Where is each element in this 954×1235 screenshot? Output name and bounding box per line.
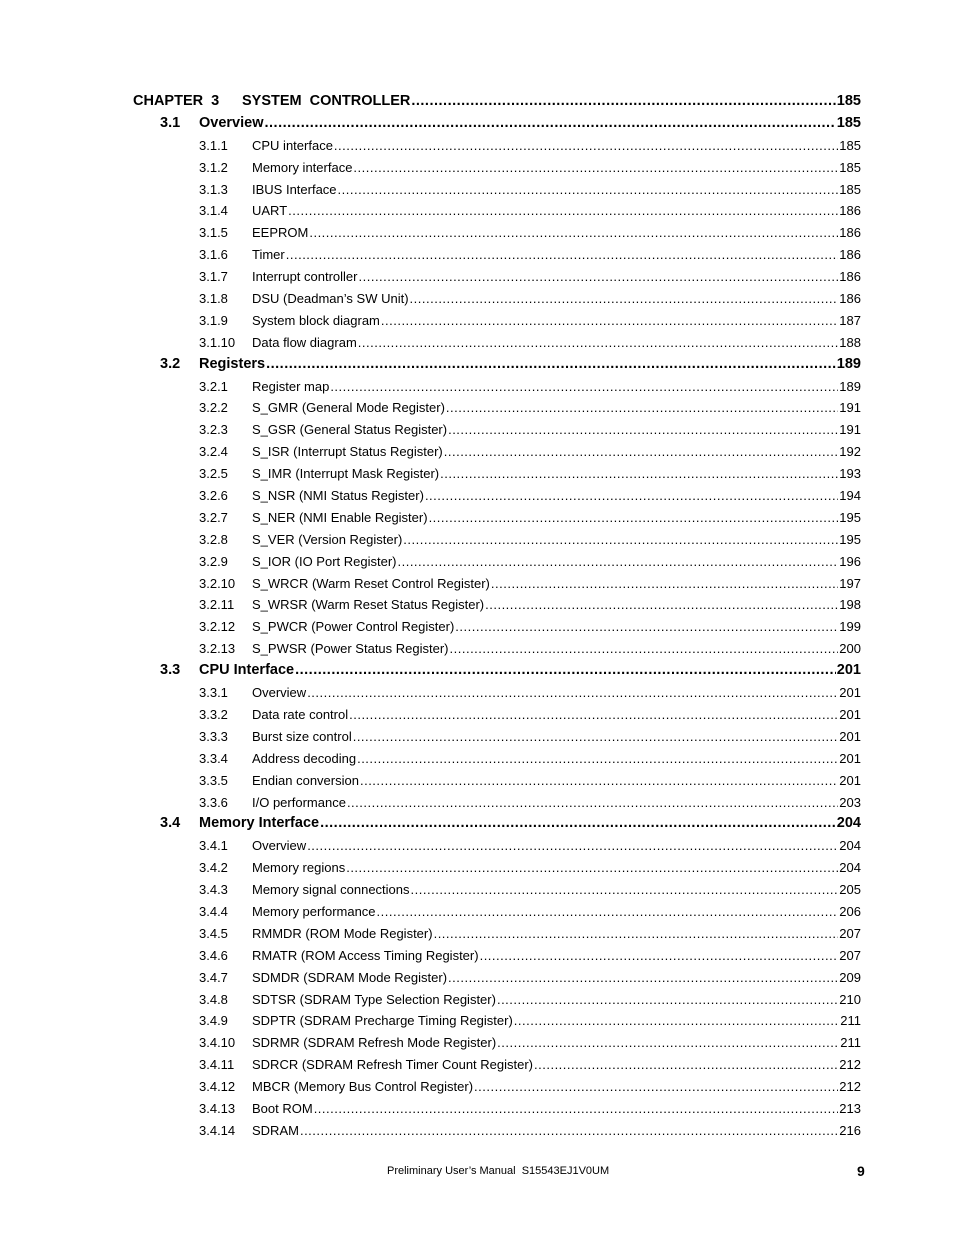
toc-entry-leader-line [252, 182, 861, 197]
toc-entry-leader-line [199, 815, 861, 831]
toc-entry-number: 3.2.12 [199, 619, 236, 635]
toc-entry-leader-line [252, 970, 861, 985]
toc-dot-leader [314, 1101, 839, 1116]
toc-entry-number: 3.4.6 [199, 947, 228, 963]
toc-dot-leader [444, 444, 839, 459]
toc-entry-title[interactable]: IBUS Interface [252, 181, 337, 197]
toc-entry-number: 3.2.8 [199, 531, 228, 547]
toc-entry-page-number: 201 [839, 728, 861, 744]
toc-entry-page-number: 195 [839, 531, 861, 547]
toc-entry-leader-line [252, 707, 861, 722]
toc-entry-title[interactable]: S_IOR (IO Port Register) [252, 553, 397, 569]
toc-dot-leader [480, 948, 839, 963]
toc-entry-sub[interactable] [0, 528, 954, 550]
toc-dot-leader [514, 1013, 839, 1028]
footer-document-title: Preliminary User’s Manual S15543EJ1V0UM [387, 1165, 610, 1177]
toc-entry-number: 3.2.1 [199, 378, 228, 394]
toc-dot-leader [353, 160, 838, 175]
toc-entry-leader-line [252, 882, 861, 897]
toc-dot-leader [497, 1035, 839, 1050]
toc-entry-page-number: 204 [839, 838, 861, 854]
toc-entry-page-number: 201 [839, 772, 861, 788]
toc-entry-leader-line [252, 488, 861, 503]
toc-entry-page-number: 186 [839, 203, 861, 219]
toc-entry-title[interactable]: Data flow diagram [252, 334, 357, 350]
toc-dot-leader [448, 422, 838, 437]
toc-entry-sub[interactable] [0, 615, 954, 637]
toc-entry-leader-line [252, 685, 861, 700]
footer-page-number: 9 [857, 1163, 865, 1179]
toc-entry-page-number: 194 [839, 488, 861, 504]
toc-entry-title[interactable]: Memory interface [252, 159, 353, 175]
toc-entry-title[interactable]: SDMDR (SDRAM Mode Register) [252, 969, 448, 985]
toc-entry-page-number: 203 [839, 794, 861, 810]
toc-entry-leader-line [252, 444, 861, 459]
toc-entry-page-number: 185 [839, 137, 861, 153]
toc-dot-leader [440, 466, 838, 481]
toc-dot-leader [474, 1079, 838, 1094]
toc-entry-title[interactable]: CPU Interface [199, 662, 295, 679]
toc-entry-title[interactable]: Interrupt controller [252, 269, 358, 285]
toc-entry-sub[interactable] [0, 681, 954, 703]
toc-entry-sub[interactable] [0, 1097, 954, 1119]
toc-entry-leader-line [252, 926, 861, 941]
toc-dot-leader [446, 400, 838, 415]
toc-entry-number: 3.1.4 [199, 203, 228, 219]
toc-dot-leader [497, 992, 838, 1007]
toc-entry-leader-line [252, 641, 861, 656]
toc-entry-leader-line [252, 225, 861, 240]
toc-entry-leader-line [252, 1101, 861, 1116]
toc-entry-title[interactable]: S_ISR (Interrupt Status Register) [252, 444, 443, 460]
toc-entry-number: 3.2.2 [199, 400, 228, 416]
toc-entry-page-number: 212 [839, 1079, 861, 1095]
toc-entry-sub[interactable] [0, 922, 954, 944]
toc-entry-title[interactable]: SDPTR (SDRAM Precharge Timing Register) [252, 1013, 513, 1029]
toc-entry-leader-line [252, 532, 861, 547]
toc-entry-page-number: 204 [836, 815, 861, 832]
toc-entry-sub[interactable] [0, 1119, 954, 1141]
toc-entry-title[interactable]: MBCR (Memory Bus Control Register) [252, 1079, 474, 1095]
toc-entry-sub[interactable] [0, 1031, 954, 1053]
toc-entry-title[interactable]: Memory Interface [199, 815, 320, 832]
toc-entry-leader-line [252, 1035, 861, 1050]
toc-entry-number: 3.4.14 [199, 1122, 236, 1138]
toc-entry-sub[interactable] [0, 878, 954, 900]
toc-entry-title[interactable]: Memory regions [252, 860, 346, 876]
toc-entry-leader-line [252, 379, 861, 394]
toc-entry-sub[interactable] [0, 725, 954, 747]
toc-entry-title[interactable]: S_PWSR (Power Status Register) [252, 641, 449, 657]
toc-entry-section[interactable] [0, 659, 954, 681]
toc-entry-title[interactable]: Memory signal connections [252, 882, 410, 898]
toc-entry-title[interactable]: Data rate control [252, 706, 349, 722]
toc-entry-title[interactable]: Overview [252, 838, 307, 854]
toc-entry-page-number: 209 [839, 969, 861, 985]
toc-entry-title[interactable]: EEPROM [252, 225, 309, 241]
toc-entry-leader-line [252, 313, 861, 328]
toc-entry-number: 3.4.12 [199, 1079, 236, 1095]
toc-entry-number: 3.1.5 [199, 225, 228, 241]
toc-entry-number: 3.1.7 [199, 269, 228, 285]
toc-entry-sub[interactable] [0, 309, 954, 331]
toc-entry-sub[interactable] [0, 988, 954, 1010]
toc-entry-number: 3.4.11 [199, 1057, 235, 1073]
toc-dot-leader [450, 641, 839, 656]
toc-entry-number: 3.2.11 [199, 597, 235, 613]
toc-entry-sub[interactable] [0, 178, 954, 200]
toc-entry-page-number: 198 [839, 597, 861, 613]
toc-entry-sub[interactable] [0, 1053, 954, 1075]
toc-entry-leader-line [242, 93, 861, 109]
toc-entry-leader-line [252, 554, 861, 569]
toc-entry-leader-line [252, 1123, 861, 1138]
toc-entry-page-number: 201 [839, 750, 861, 766]
toc-dot-leader [300, 1123, 838, 1138]
toc-entry-leader-line [252, 510, 861, 525]
toc-entry-page-number: 185 [836, 93, 861, 109]
toc-entry-page-number: 197 [839, 575, 861, 591]
toc-entry-title[interactable]: Overview [252, 685, 307, 701]
toc-entry-title[interactable]: S_GMR (General Mode Register) [252, 400, 445, 416]
toc-entry-sub[interactable] [0, 199, 954, 221]
toc-dot-leader [425, 488, 838, 503]
toc-entry-title[interactable]: S_IMR (Interrupt Mask Register) [252, 466, 440, 482]
toc-entry-leader-line [252, 860, 861, 875]
toc-entry-page-number: 201 [839, 685, 861, 701]
toc-entry-leader-line [252, 160, 861, 175]
toc-entry-number: 3.4.4 [199, 903, 228, 919]
toc-entry-leader-line [252, 422, 861, 437]
toc-entry-leader-line [252, 1079, 861, 1094]
toc-dot-leader [448, 970, 838, 985]
toc-entry-number: 3.4.5 [199, 925, 228, 941]
toc-entry-title[interactable]: SDTSR (SDRAM Type Selection Register) [252, 991, 496, 1007]
toc-entry-sub[interactable] [0, 944, 954, 966]
toc-entry-leader-line [252, 992, 861, 1007]
toc-entry-title[interactable]: Register map [252, 378, 330, 394]
toc-entry-sub[interactable] [0, 221, 954, 243]
toc-entry-number: 3.1.2 [199, 159, 228, 175]
toc-dot-leader [349, 707, 838, 722]
toc-entry-leader-line [252, 138, 861, 153]
toc-entry-page-number: 187 [839, 312, 861, 328]
toc-entry-page-number: 200 [839, 641, 861, 657]
toc-entry-title[interactable]: Registers [199, 355, 266, 372]
toc-entry-page-number: 185 [839, 181, 861, 197]
toc-dot-leader [403, 532, 838, 547]
toc-entry-number: 3.2.5 [199, 466, 228, 482]
toc-dot-leader [288, 203, 838, 218]
toc-entry-page-number: 212 [839, 1057, 861, 1073]
toc-entry-number: 3.2.9 [199, 553, 228, 569]
toc-dot-leader [360, 773, 838, 788]
toc-entry-title[interactable]: RMATR (ROM Access Timing Register) [252, 947, 479, 963]
toc-entry-sub[interactable] [0, 769, 954, 791]
toc-dot-leader [286, 247, 839, 262]
toc-entry-sub[interactable] [0, 265, 954, 287]
toc-dot-leader [381, 313, 838, 328]
toc-entry-page-number: 186 [839, 269, 861, 285]
toc-entry-title[interactable]: I/O performance [252, 794, 346, 810]
toc-entry-title[interactable]: UART [252, 203, 288, 219]
toc-entry-sub[interactable] [0, 550, 954, 572]
toc-dot-leader [295, 662, 836, 678]
toc-dot-leader [411, 882, 839, 897]
toc-entry-page-number: 191 [839, 400, 861, 416]
toc-entry-number: 3.3.5 [199, 772, 228, 788]
toc-entry-leader-line [252, 904, 861, 919]
toc-entry-number: 3.4.7 [199, 969, 228, 985]
toc-entry-leader-line [252, 203, 861, 218]
toc-entry-page-number: 210 [839, 991, 861, 1007]
toc-dot-leader [455, 619, 838, 634]
toc-entry-title[interactable]: SDRAM [252, 1122, 299, 1138]
toc-entry-page-number: 211 [840, 1013, 861, 1029]
toc-entry-number: 3.2.13 [199, 641, 236, 657]
toc-entry-sub[interactable] [0, 396, 954, 418]
toc-dot-leader [358, 335, 839, 350]
toc-entry-page-number: 201 [839, 706, 861, 722]
toc-entry-title[interactable]: SYSTEM CONTROLLER [242, 93, 411, 109]
toc-entry-leader-line [252, 751, 861, 766]
toc-entry-sub[interactable] [0, 856, 954, 878]
toc-entry-title[interactable]: S_NSR (NMI Status Register) [252, 488, 424, 504]
toc-entry-sub[interactable] [0, 156, 954, 178]
toc-entry-leader-line [252, 838, 861, 853]
toc-entry-sub[interactable] [0, 331, 954, 353]
toc-dot-leader [265, 115, 836, 131]
toc-entry-sub[interactable] [0, 791, 954, 813]
toc-entry-number: 3.2.4 [199, 444, 228, 460]
toc-entry-page-number: 195 [839, 509, 861, 525]
toc-entry-leader-line [199, 115, 861, 131]
toc-entry-title[interactable]: Burst size control [252, 728, 352, 744]
toc-entry-sub[interactable] [0, 243, 954, 265]
toc-dot-leader [491, 576, 838, 591]
toc-entry-page-number: 186 [839, 225, 861, 241]
toc-entry-page-number: 192 [839, 444, 861, 460]
toc-dot-leader [410, 291, 839, 306]
toc-entry-page-number: 189 [836, 355, 861, 372]
toc-entry-number: 3.3.3 [199, 728, 228, 744]
toc-entry-sub[interactable] [0, 703, 954, 725]
toc-entry-page-number: 186 [839, 291, 861, 307]
toc-dot-leader [429, 510, 839, 525]
toc-entry-number: 3.4 [160, 815, 181, 832]
toc-entry-number: 3.3 [160, 662, 181, 679]
toc-entry-title[interactable]: RMMDR (ROM Mode Register) [252, 925, 433, 941]
toc-entry-sub[interactable] [0, 462, 954, 484]
toc-dot-leader [320, 815, 836, 831]
toc-entry-section[interactable] [0, 353, 954, 375]
toc-entry-leader-line [252, 1013, 861, 1028]
toc-entry-sub[interactable] [0, 440, 954, 462]
toc-entry-page-number: 211 [840, 1035, 861, 1051]
toc-entry-page-number: 213 [839, 1100, 861, 1116]
toc-entry-leader-line [252, 773, 861, 788]
toc-dot-leader [359, 269, 839, 284]
toc-dot-leader [309, 225, 838, 240]
toc-entry-number: 3.4.13 [199, 1100, 236, 1116]
toc-entry-title[interactable]: System block diagram [252, 312, 380, 328]
toc-dot-leader [411, 93, 835, 109]
toc-entry-page-number: 201 [836, 662, 861, 679]
toc-entry-title[interactable]: S_PWCR (Power Control Register) [252, 619, 455, 635]
toc-entry-number: 3.4.8 [199, 991, 228, 1007]
toc-entry-page-number: 205 [839, 882, 861, 898]
toc-dot-leader [330, 379, 838, 394]
toc-dot-leader [434, 926, 839, 941]
toc-entry-sub[interactable] [0, 484, 954, 506]
toc-entry-title[interactable]: SDRCR (SDRAM Refresh Timer Count Register) [252, 1057, 534, 1073]
toc-entry-page-number: 186 [839, 247, 861, 263]
toc-entry-title[interactable]: S_WRCR (Warm Reset Control Register) [252, 575, 490, 591]
toc-entry-sub[interactable] [0, 1075, 954, 1097]
toc-entry-page-number: 191 [839, 422, 861, 438]
toc-entry-leader-line [252, 466, 861, 481]
toc-entry-number: 3.3.4 [199, 750, 228, 766]
toc-entry-page-number: 189 [839, 378, 861, 394]
toc-dot-leader [357, 751, 838, 766]
toc-entry-leader-line [252, 400, 861, 415]
toc-entry-leader-line [252, 619, 861, 634]
toc-entry-leader-line [199, 356, 861, 372]
toc-entry-number: CHAPTER 3 [133, 93, 220, 109]
toc-entry-title[interactable]: DSU (Deadman’s SW Unit) [252, 291, 409, 307]
toc-entry-title[interactable]: SDRMR (SDRAM Refresh Mode Register) [252, 1035, 497, 1051]
toc-entry-chapter[interactable] [0, 90, 954, 112]
toc-entry-title[interactable]: Endian conversion [252, 772, 359, 788]
toc-entry-leader-line [252, 1057, 861, 1072]
toc-entry-number: 3.1.6 [199, 247, 228, 263]
toc-entry-title[interactable]: CPU interface [252, 137, 333, 153]
toc-dot-leader [397, 554, 838, 569]
toc-entry-sub[interactable] [0, 966, 954, 988]
toc-entry-sub[interactable] [0, 593, 954, 615]
toc-dot-leader [353, 729, 839, 744]
toc-entry-sub[interactable] [0, 134, 954, 156]
toc-entry-page-number: 196 [839, 553, 861, 569]
toc-entry-page-number: 185 [839, 159, 861, 175]
toc-entry-number: 3.3.1 [199, 685, 228, 701]
toc-dot-leader [307, 685, 838, 700]
toc-entry-sub[interactable] [0, 747, 954, 769]
toc-entry-number: 3.1.9 [199, 312, 228, 328]
toc-entry-leader-line [252, 335, 861, 350]
toc-dot-leader [377, 904, 839, 919]
toc-entry-leader-line [252, 729, 861, 744]
toc-entry-leader-line [199, 662, 861, 678]
toc-entry-leader-line [252, 247, 861, 262]
toc-dot-leader [347, 795, 838, 810]
toc-entry-title[interactable]: S_WRSR (Warm Reset Status Register) [252, 597, 485, 613]
toc-dot-leader [266, 356, 836, 372]
toc-entry-number: 3.4.1 [199, 838, 228, 854]
toc-entry-page-number: 206 [839, 903, 861, 919]
toc-entry-number: 3.2.3 [199, 422, 228, 438]
toc-entry-section[interactable] [0, 112, 954, 134]
toc-entry-number: 3.4.2 [199, 860, 228, 876]
toc-entry-number: 3.1.10 [199, 334, 236, 350]
table-of-contents [0, 90, 954, 1141]
toc-dot-leader [485, 597, 838, 612]
toc-entry-sub[interactable] [0, 506, 954, 528]
toc-entry-number: 3.1.8 [199, 291, 228, 307]
toc-dot-leader [534, 1057, 838, 1072]
toc-entry-page-number: 207 [839, 947, 861, 963]
toc-entry-page-number: 207 [839, 925, 861, 941]
toc-entry-number: 3.1.1 [199, 137, 228, 153]
toc-entry-title[interactable]: S_VER (Version Register) [252, 531, 403, 547]
toc-entry-sub[interactable] [0, 900, 954, 922]
toc-entry-leader-line [252, 597, 861, 612]
toc-entry-sub[interactable] [0, 287, 954, 309]
toc-entry-sub[interactable] [0, 637, 954, 659]
toc-entry-leader-line [252, 269, 861, 284]
toc-entry-sub[interactable] [0, 375, 954, 397]
toc-entry-title[interactable]: Boot ROM [252, 1100, 313, 1116]
toc-entry-number: 3.2.7 [199, 509, 228, 525]
toc-entry-page-number: 216 [839, 1122, 861, 1138]
toc-entry-page-number: 199 [839, 619, 861, 635]
toc-entry-number: 3.4.10 [199, 1035, 236, 1051]
toc-dot-leader [334, 138, 838, 153]
toc-entry-title[interactable]: Overview [199, 114, 264, 131]
toc-entry-number: 3.2.10 [199, 575, 236, 591]
toc-entry-page-number: 204 [839, 860, 861, 876]
toc-entry-number: 3.4.9 [199, 1013, 228, 1029]
toc-entry-sub[interactable] [0, 572, 954, 594]
toc-dot-leader [338, 182, 839, 197]
toc-dot-leader [307, 838, 838, 853]
toc-entry-sub[interactable] [0, 834, 954, 856]
toc-entry-number: 3.1 [160, 114, 181, 131]
toc-entry-section[interactable] [0, 812, 954, 834]
page-footer [0, 1163, 954, 1183]
toc-entry-leader-line [252, 948, 861, 963]
toc-entry-leader-line [252, 795, 861, 810]
toc-entry-sub[interactable] [0, 418, 954, 440]
toc-entry-title[interactable]: Address decoding [252, 750, 357, 766]
toc-entry-number: 3.1.3 [199, 181, 228, 197]
toc-entry-page-number: 188 [839, 334, 861, 350]
toc-entry-title[interactable]: Timer [252, 247, 285, 263]
toc-entry-number: 3.4.3 [199, 882, 228, 898]
toc-entry-leader-line [252, 291, 861, 306]
toc-entry-sub[interactable] [0, 1009, 954, 1031]
toc-entry-number: 3.3.2 [199, 706, 228, 722]
toc-entry-title[interactable]: S_GSR (General Status Register) [252, 422, 448, 438]
toc-dot-leader [346, 860, 838, 875]
toc-entry-number: 3.3.6 [199, 794, 228, 810]
toc-entry-title[interactable]: Memory performance [252, 903, 376, 919]
toc-entry-number: 3.2.6 [199, 488, 228, 504]
toc-entry-number: 3.2 [160, 355, 181, 372]
toc-entry-page-number: 185 [836, 114, 861, 131]
toc-entry-title[interactable]: S_NER (NMI Enable Register) [252, 509, 428, 525]
toc-entry-leader-line [252, 576, 861, 591]
toc-entry-page-number: 193 [839, 466, 861, 482]
